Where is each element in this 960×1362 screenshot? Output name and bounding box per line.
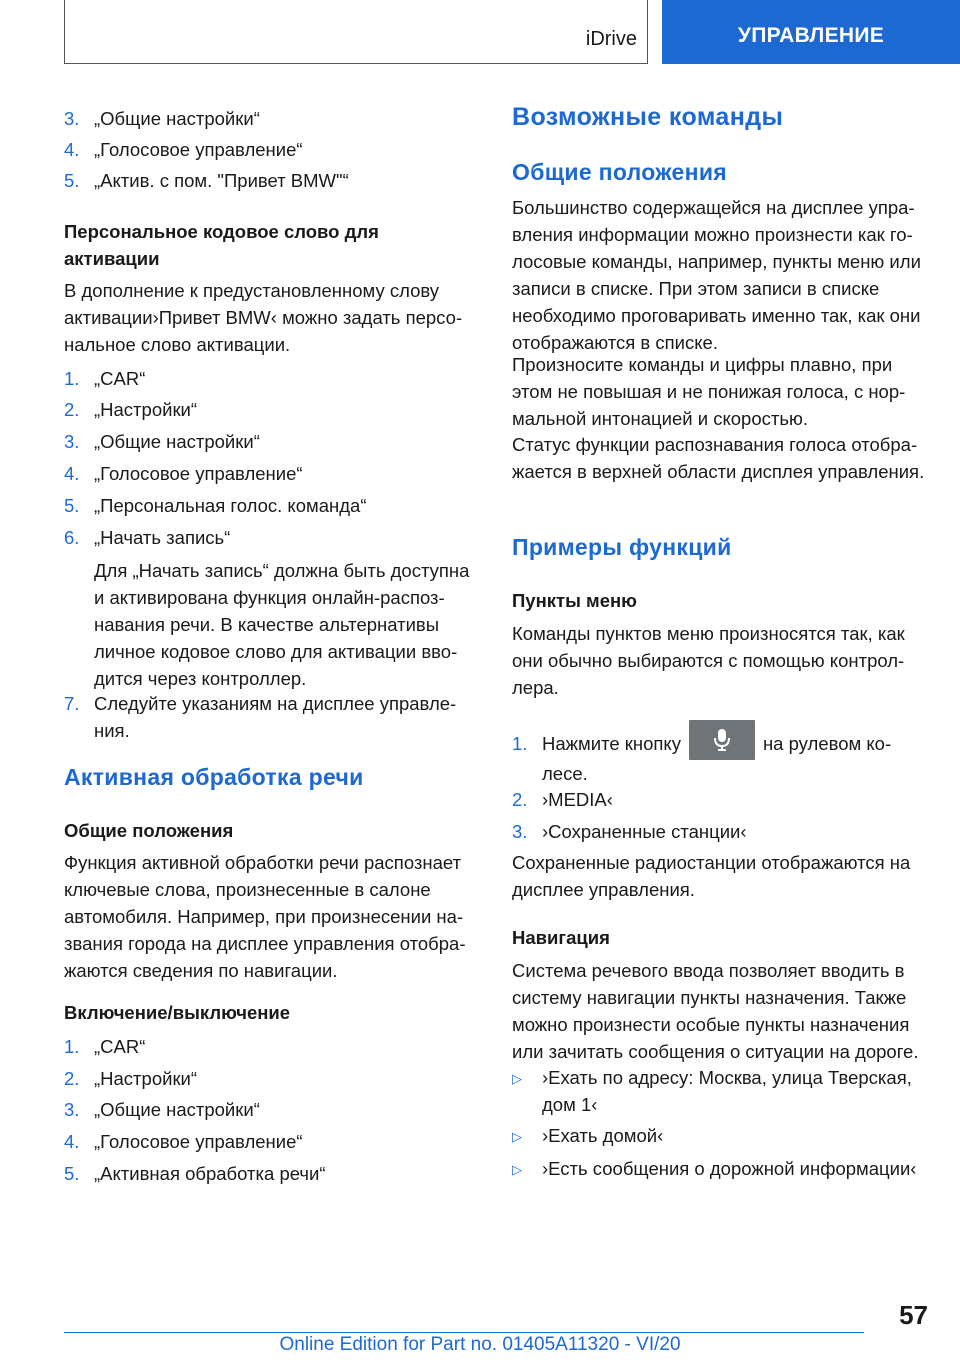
list-item: 5. „Актив. с пом. "Привет BMW"“ xyxy=(64,170,349,191)
header-chapter-tab: УПРАВЛЕНИЕ xyxy=(662,0,960,64)
personal-heading: Персональное кодовое слово для активации xyxy=(64,221,379,269)
list-item: 3. ›Сохраненные станции‹ xyxy=(512,821,747,842)
onoff-heading: Включение/выключение xyxy=(64,1002,291,1023)
list-item: 1. „CAR“ xyxy=(64,368,146,389)
general-paragraph-3: Статус функции распознавания голоса отображается в верхней области дисплея управления. xyxy=(512,434,925,482)
list-item: 1. „CAR“ xyxy=(64,1036,146,1057)
list-item: 2. „Настройки“ xyxy=(64,399,198,420)
header-section-title: iDrive xyxy=(585,28,637,50)
general-heading: Общие положения xyxy=(64,820,234,841)
general-heading: Общие положения xyxy=(512,159,727,185)
list-item: ▷ ›Ехать по адресу: Москва, улица Тверская, дом 1‹ xyxy=(512,1067,912,1115)
list-item: 4. „Голосовое управление“ xyxy=(64,139,303,160)
footer-edition: Online Edition for Part no. 01405A11320 - VI/20 xyxy=(279,1334,681,1355)
list-item: 2. ›MEDIA‹ xyxy=(512,789,613,810)
list-item: 5. „Персональная голос. команда“ xyxy=(64,495,367,516)
saved-stations-text: Сохраненные радиостанции отображаются на дисплее управления. xyxy=(512,852,911,900)
examples-heading: Примеры функций xyxy=(512,534,732,560)
list-item: 3. „Общие настройки“ xyxy=(64,1099,260,1120)
list-item: 4. „Голосовое управление“ xyxy=(64,1131,303,1152)
list-item: 3. „Общие настройки“ xyxy=(64,108,260,129)
list-item: 5. „Активная обработка речи“ xyxy=(64,1163,326,1184)
menu-heading: Пункты меню xyxy=(512,590,637,611)
main-heading: Возможные команды xyxy=(512,103,784,131)
list-item: 4. „Голосовое управление“ xyxy=(64,463,303,484)
general-text: Функция активной обработки речи распознает ключевые слова, произнесенные в салоне автомобиля. Например, при произнесении названия города на дисплее управления отображаются сведения по навигации. xyxy=(64,852,466,981)
nav-text: Система речевого ввода позволяет вводить в систему навигации пункты назначения. Также можно произнести особые пункты назначения или зачитать сообщения о ситуации на дороге. xyxy=(512,960,919,1062)
list-item: ▷ ›Ехать домой‹ xyxy=(512,1125,664,1146)
personal-text: В дополнение к предустановленному слову активации›Привет BMW‹ можно задать персональное слово активации. xyxy=(64,280,463,355)
general-paragraph-2: Произносите команды и цифры плавно, при этом не повышая и не понижая голоса, с нормальной интонацией и скоростью. xyxy=(512,354,906,429)
list-item: 2. „Настройки“ xyxy=(64,1068,198,1089)
list-item: 7. Следуйте указаниям на дисплее управления. xyxy=(64,693,457,741)
list-item: 1. Нажмите кнопку на рулевом колесе. xyxy=(512,730,928,787)
microphone-icon xyxy=(713,728,731,752)
section-heading-active-speech: Активная обработка речи xyxy=(64,764,364,790)
personal-note: Для „Начать запись“ должна быть доступна и активирована функция онлайн-распознавания речи. В качестве альтернативы личное кодовое слово для активации вводится через контроллер. xyxy=(94,560,470,689)
general-paragraph-1: Большинство содержащейся на дисплее управления информации можно произнести как голосовые команды, например, пункты меню или записи в списке. При этом записи в списке необходимо проговаривать именно так, как они отображаются в списке. xyxy=(512,197,921,353)
page-number: 57 xyxy=(899,1300,928,1330)
voice-button xyxy=(689,720,755,760)
list-item: 3. „Общие настройки“ xyxy=(64,431,260,452)
nav-heading: Навигация xyxy=(512,927,610,948)
footer-divider xyxy=(64,1332,864,1333)
list-item: ▷ ›Есть сообщения о дорожной информации‹ xyxy=(512,1158,917,1179)
menu-text: Команды пунктов меню произносятся так, как они обычно выбираются с помощью контроллера. xyxy=(512,623,905,698)
list-item: 6. „Начать запись“ xyxy=(64,527,231,548)
